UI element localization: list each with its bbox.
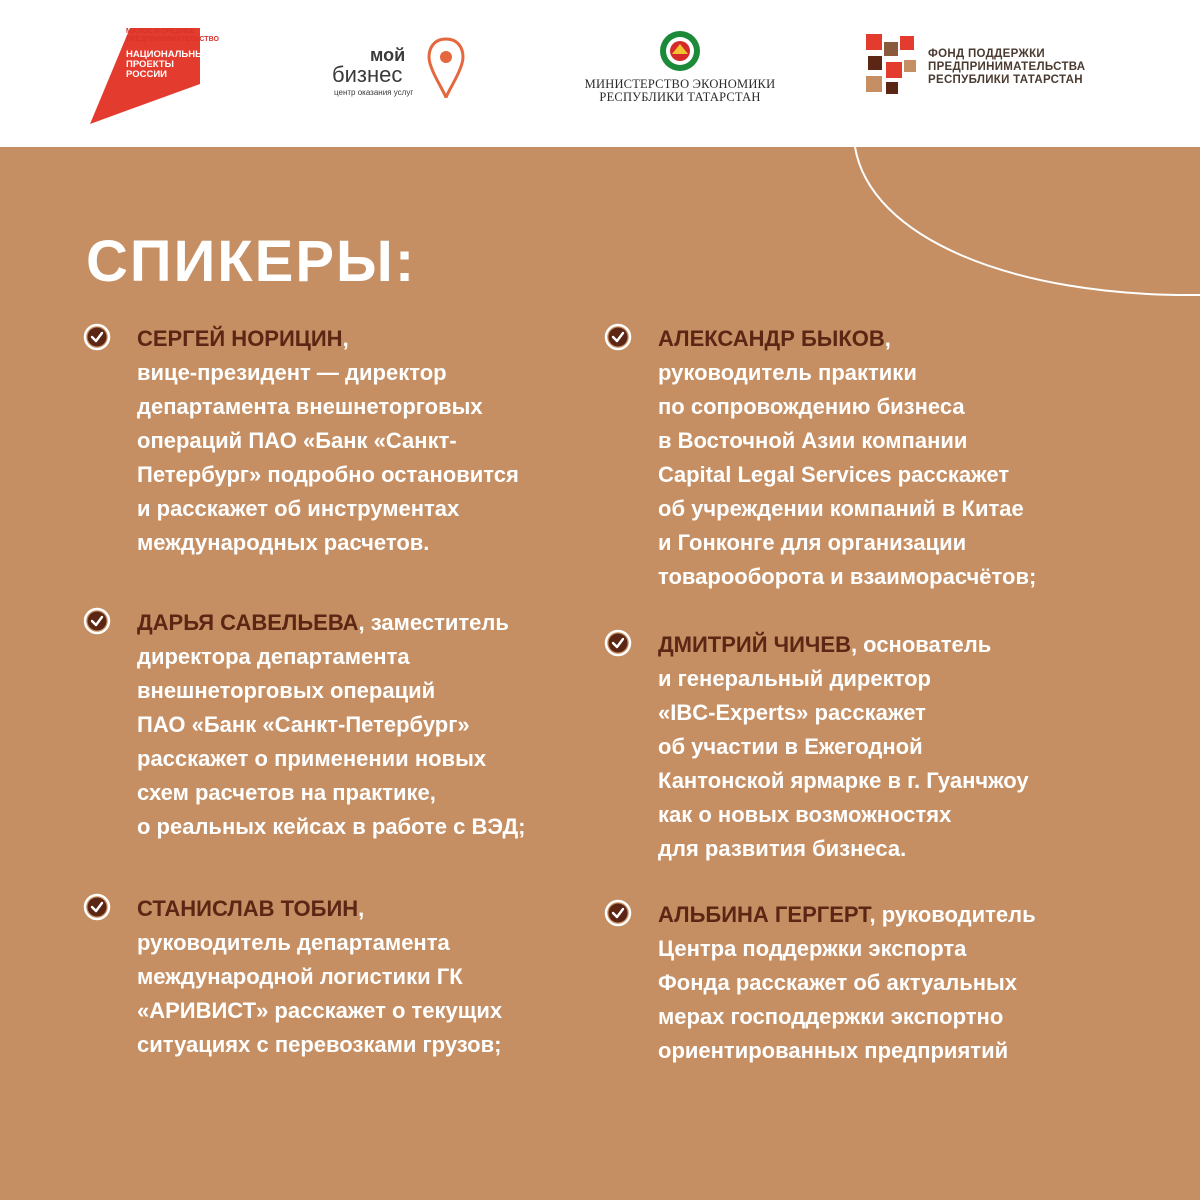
speaker-line: «IBC-Experts» расскажет <box>658 700 926 725</box>
moy-biznes-logo <box>330 36 470 106</box>
speaker-line: , <box>884 326 891 351</box>
speaker-line: международных расчетов. <box>137 530 430 555</box>
natsproekty-logo <box>88 26 223 126</box>
natsproekty-big-text: НАЦИОНАЛЬНЫЕ ПРОЕКТЫ РОССИИ <box>126 49 211 80</box>
header-bar <box>0 0 1200 147</box>
speaker-name: ДМИТРИЙ ЧИЧЕВ <box>658 632 851 657</box>
fond-line-2: ПРЕДПРИНИМАТЕЛЬСТВА <box>928 61 1086 73</box>
speaker-line: руководитель департамента <box>137 930 450 955</box>
speaker-text <box>137 322 607 560</box>
natsproekty-small-text: МАЛОЕ И СРЕДНЕЕ ПРЕДПРИНИМАТЕЛЬСТВО <box>126 28 219 43</box>
moy-biznes-subtitle: центр оказания услуг <box>334 88 414 97</box>
fond-text <box>928 48 1085 87</box>
check-circle-icon <box>82 322 112 352</box>
speaker-line: ориентированных предприятий <box>658 1038 1009 1063</box>
speaker-line: и Гонконге для организации <box>658 530 967 555</box>
speaker-line: международной логистики ГК <box>137 964 463 989</box>
speaker-line: товарооборота и взаиморасчётов; <box>658 564 1037 589</box>
fond-line-3: РЕСПУБЛИКИ ТАТАРСТАН <box>928 74 1083 86</box>
moy-biznes-word-moy: мой <box>370 45 406 65</box>
speaker-line: мерах господдержки экспортно <box>658 1004 1004 1029</box>
speaker-line: для развития бизнеса. <box>658 836 907 861</box>
moy-biznes-word-biznes: бизнес <box>332 62 403 87</box>
speaker-line: внешнеторговых операций <box>137 678 436 703</box>
speaker-line: о реальных кейсах в работе с ВЭД; <box>137 814 526 839</box>
speaker-text <box>137 606 607 844</box>
speaker-line: Кантонской ярмарке в г. Гуанчжоу <box>658 768 1029 793</box>
check-circle-icon <box>603 898 633 928</box>
fond-mosaic-icon <box>862 32 918 98</box>
speaker-line: по сопровождению бизнеса <box>658 394 965 419</box>
speaker-line: , <box>358 896 365 921</box>
speaker-text <box>658 898 1128 1068</box>
ministry-logo <box>560 28 800 118</box>
ministry-line-1: МИНИСТЕРСТВО ЭКОНОМИКИ <box>584 77 776 91</box>
location-pin-icon <box>426 36 466 102</box>
ministry-line-2: РЕСПУБЛИКИ ТАТАРСТАН <box>599 90 761 104</box>
speaker-line: об участии в Ежегодной <box>658 734 923 759</box>
speaker-line: и генеральный директор <box>658 666 931 691</box>
speaker-line: как о новых возможностях <box>658 802 952 827</box>
page-title: СПИКЕРЫ: <box>86 229 417 294</box>
check-circle-icon <box>82 606 112 636</box>
speaker-line: директора департамента <box>137 644 410 669</box>
speaker-line: Петербург» подробно остановится <box>137 462 519 487</box>
speaker-line: руководитель практики <box>658 360 917 385</box>
speaker-line: «АРИВИСТ» расскажет о текущих <box>137 998 503 1023</box>
speaker-line: Capital Legal Services расскажет <box>658 462 1010 487</box>
speaker-name: СТАНИСЛАВ ТОБИН <box>137 896 359 921</box>
speaker-line: , <box>342 326 349 351</box>
speaker-line: , заместитель <box>358 610 509 635</box>
speaker-line: расскажет о применении новых <box>137 746 487 771</box>
speaker-line: об учреждении компаний в Китае <box>658 496 1024 521</box>
speaker-line: операций ПАО «Банк «Санкт- <box>137 428 457 453</box>
speaker-text <box>137 892 607 1062</box>
speaker-line: Фонда расскажет об актуальных <box>658 970 1018 995</box>
check-circle-icon <box>603 628 633 658</box>
speaker-line: , основатель <box>850 632 992 657</box>
speaker-name: СЕРГЕЙ НОРИЦИН <box>137 326 343 351</box>
decorative-arc <box>850 147 1200 307</box>
speaker-text <box>658 322 1128 594</box>
tatarstan-emblem-icon <box>658 28 702 74</box>
check-circle-icon <box>603 322 633 352</box>
fond-line-1: ФОНД ПОДДЕРЖКИ <box>928 48 1045 60</box>
speaker-text <box>658 628 1128 866</box>
speaker-line: в Восточной Азии компании <box>658 428 968 453</box>
speaker-line: вице-президент — директор <box>137 360 447 385</box>
speaker-name: ДАРЬЯ САВЕЛЬЕВА <box>137 610 359 635</box>
speaker-line: Центра поддержки экспорта <box>658 936 967 961</box>
speaker-name: АЛЕКСАНДР БЫКОВ <box>658 326 885 351</box>
speaker-line: ситуациях с перевозками грузов; <box>137 1032 502 1057</box>
speaker-line: схем расчетов на практике, <box>137 780 436 805</box>
speaker-line: , руководитель <box>869 902 1036 927</box>
check-circle-icon <box>82 892 112 922</box>
speaker-name: АЛЬБИНА ГЕРГЕРТ <box>658 902 870 927</box>
fond-logo <box>862 32 1122 102</box>
speaker-line: департамента внешнеторговых <box>137 394 483 419</box>
ministry-text <box>560 78 800 104</box>
speaker-line: и расскажет об инструментах <box>137 496 460 521</box>
speaker-line: ПАО «Банк «Санкт-Петербург» <box>137 712 470 737</box>
